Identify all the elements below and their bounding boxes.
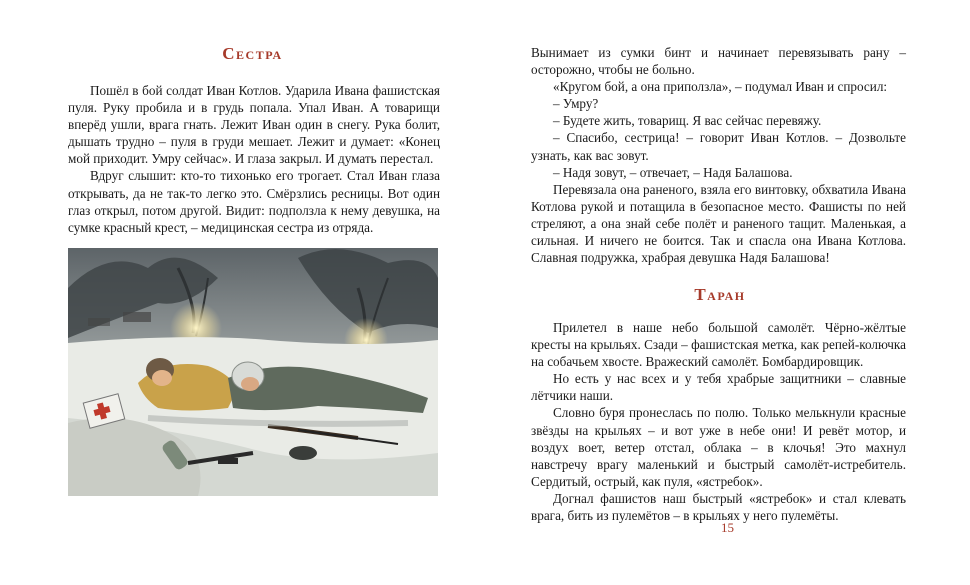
paragraph: Перевязала она раненого, взяла его винтовку, обхватила Ивана Котлова рукой и потащила в безопасное место. Фашисты по ней стреляют, а она знай себе полёт и раненого тащит. Маленькая, а сильная. И ничего не боится. Так и спасла она Ивана Котлова. Славная подружка, храбрая девушка Надя Балашова! <box>531 181 906 266</box>
story-text-ram <box>531 319 906 524</box>
paragraph: Словно буря пронеслась по полю. Только мелькнули красные звёзды на крыльях – и вот уже в небе они! И ревёт мотор, и воздух воет, ветер отстал, облака – в клочья! Это махнул навстречу врагу маленький и быстрый самолёт-истребитель. Сердитый, острый, как пуля, «ястребок». <box>531 405 906 489</box>
illustration-nurse-and-soldier <box>68 248 438 496</box>
paragraph: Пошёл в бой солдат Иван Котлов. Ударила Ивана фашистская пуля. Руку пробила и в грудь попала. Упал Иван. А товарищи вперёд ушли, врага гнать. Лежит Иван один в снегу. Рука болит, дышать трудно – пуля в груди мешает. Лежит и думает: «Конец мой приходит. Умру сейчас». И глаза закрыл. И думать перестал. <box>68 83 440 167</box>
paragraph: – Умру? <box>553 96 599 112</box>
paragraph: – Надя зовут, – отвечает, – Надя Балашова. <box>553 164 793 180</box>
paragraph: Вынимает из сумки бинт и начинает перевязывать рану – осторожно, чтобы не больно. <box>531 45 906 78</box>
paragraph: Догнал фашистов наш быстрый «ястребок» и стал клевать врага, бить из пулемётов – в крыльях у него пулемёты. <box>531 490 906 524</box>
paragraph: – Будете жить, товарищ. Я вас сейчас перевяжу. <box>553 113 822 129</box>
paragraph: Прилетел в наше небо большой самолёт. Чёрно-жёлтые кресты на крыльях. Сзади – фашистская метка, как репей-колючка на собачьем хвосте. Вражеский самолёт. Бомбардировщик. <box>531 320 906 370</box>
page-number: 15 <box>721 520 734 535</box>
story-title-sister: Сестра <box>222 44 283 63</box>
story-text-sister <box>68 82 440 236</box>
right-page <box>485 0 970 585</box>
story-text-sister-continued <box>531 44 906 266</box>
paragraph: – Спасибо, сестрица! – говорит Иван Котлов. – Дозвольте узнать, как вас зовут. <box>531 130 906 163</box>
story-title-ram: Таран <box>694 285 746 304</box>
paragraph: «Кругом бой, а она приползла», – подумал Иван и спросил: <box>553 79 888 95</box>
paragraph: Вдруг слышит: кто-то тихонько его трогает. Стал Иван глаза открывать, да не так-то легко это. Смёрзлись ресницы. Вот один глаз открыл, потом другой. Видит: подползла к нему девушка, на сумке красный крест, – медицинская сестра из отряда. <box>68 168 440 235</box>
paragraph: Но есть у нас всех и у тебя храбрые защитники – славные лётчики наши. <box>531 371 906 404</box>
